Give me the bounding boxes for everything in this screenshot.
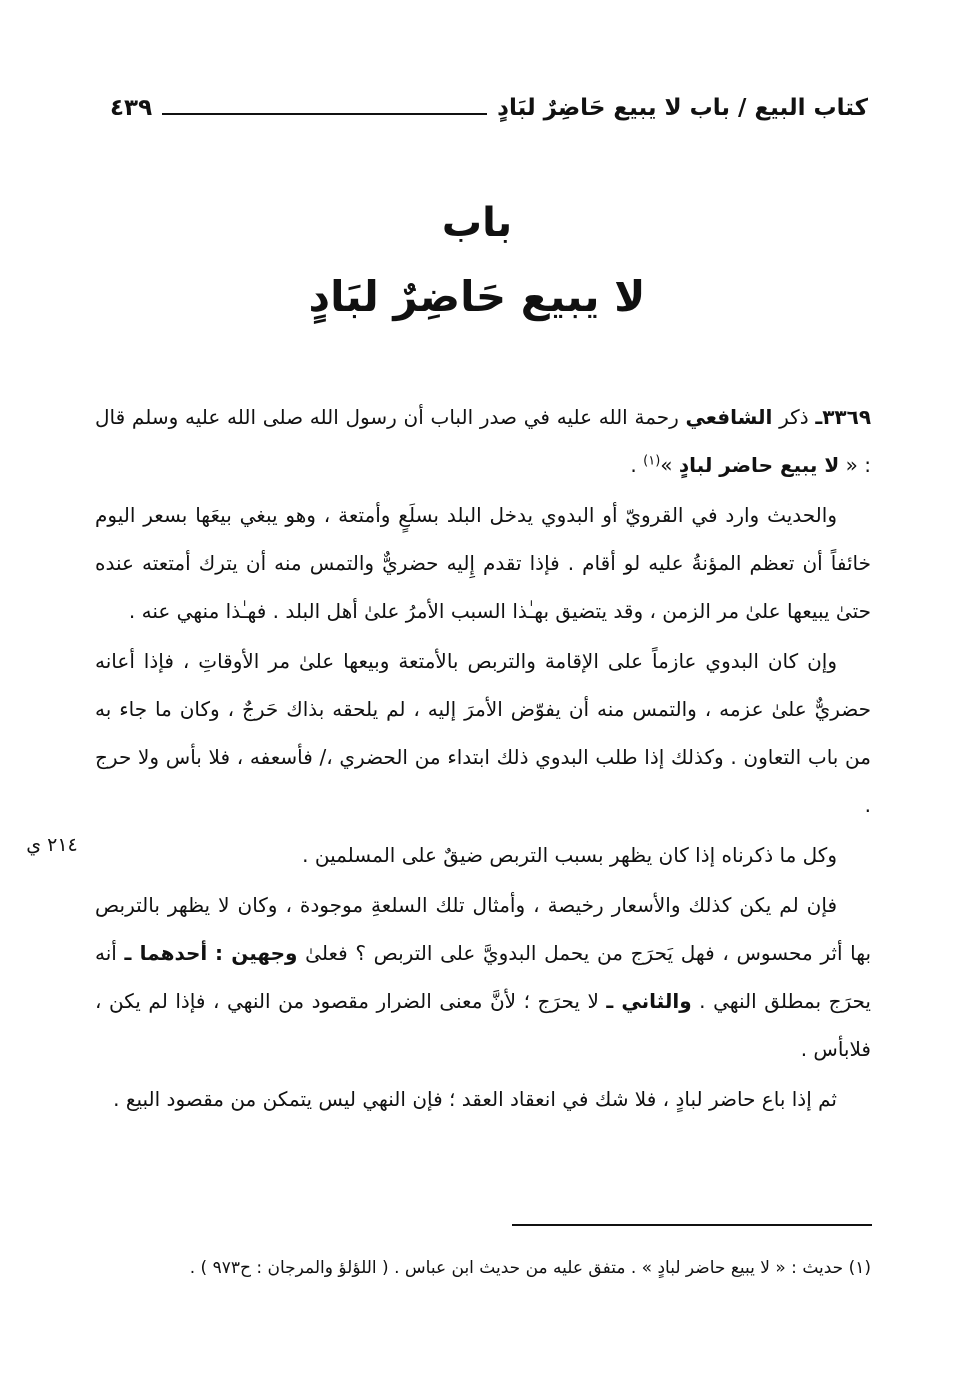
margin-note: ٢١٤ ي (26, 834, 78, 856)
page-number: ٤٣٩ (110, 95, 153, 121)
paragraph-2: والحديث وارد في القرويّ أو البدوي يدخل البلد بسلَعٍ وأمتعة ، وهو يبغي بيعَها بسعر اليوم خائفاً أن تعظم المؤنةُ عليه لو أقام . فإذا تقدم إِليه حضريٌّ والتمس منه أن يترك أمتعته عنده حتىٰ يبيعها علىٰ مر الزمن ، وقد يتضيق بهـٰذا السبب الأمرُ علىٰ أهل البلد . فهـٰذا منهي عنه . (95, 503, 871, 623)
hadith-quote: لا يبيع حاضر لبادٍ (678, 453, 840, 477)
body-text (95, 393, 871, 1125)
second-view-text: لا يحرَج ؛ لأنَّ معنى الضرار مقصود من النهي ، فإذا لم يكن ، فلابأس . (95, 989, 871, 1061)
paragraph-1-text-b: رحمة الله عليه في صدر الباب أن رسول الله صلى الله عليه وسلم قال : « (95, 405, 871, 477)
second-view-label: والثاني ـ (606, 989, 692, 1013)
paragraph-6: ثم إذا باع حاضر لبادٍ ، فلا شك في انعقاد العقد ؛ فإن النهي ليس يتمكن من مقصود البيع . (113, 1087, 837, 1111)
paragraph-3: وإن كان البدوي عازماً على الإقامة والتربص بالأمتعة وبيعها علىٰ مر الأوقاتِ ، فإذا أعانه حضريٌّ علىٰ عزمه ، والتمس منه أن يفوّض الأمرَ إليه ، لم يلحقه بذاك حَرجٌ ، وكان ما جاء به من باب التعاون . وكذلك إذا طلب البدوي ذلك ابتداء من الحضري ،/ فأسعفه ، فلا بأس ولا حرج . (95, 649, 871, 817)
footnote-ref: (١) (643, 453, 661, 469)
paragraph-1-text-a: ذكر (779, 405, 809, 429)
header-title: كتاب البيع / باب لا يبيع حَاضِرٌ لبَادٍ (497, 95, 868, 121)
footnote-text: حديث : « لا يبيع حاضر لبادٍ » . متفق عليه من حديث ابن عباس . ( اللؤلؤ والمرجان : ح٩٧٣ ) . (189, 1258, 844, 1278)
chapter-label: باب (441, 200, 513, 246)
paragraph-1 (95, 393, 871, 489)
paragraph-4: وكل ما ذكرناه إذا كان يظهر بسبب التربص ضيقٌ على المسلمين . (302, 843, 837, 867)
first-view-text: أنه يحرَج بمطلق النهي . (95, 941, 871, 1013)
first-view-label: أحدهما ـ (124, 941, 208, 965)
footnote (95, 1250, 871, 1286)
entry-number: ٣٣٦٩ـ (815, 405, 872, 429)
paragraph-5-text-a: فإن لم يكن كذلك والأسعار رخيصة ، وأمثال تلك السلعةِ موجودة ، وكان لا يظهر بالتربص بها أثر محسوس ، فهل يَحرَج من يحمل البدويَّ على التربص ؟ فعلىٰ (95, 893, 872, 965)
paragraph-5 (95, 881, 871, 1073)
paragraph-1-text-c: » (660, 453, 673, 477)
running-header (110, 88, 868, 128)
chapter-title: لا يبيع حَاضِرٌ لبَادٍ (308, 272, 646, 321)
footnote-number: (١) (848, 1258, 871, 1278)
footnote-rule (512, 1224, 872, 1226)
two-views-label: وجهين : (214, 941, 298, 965)
scholar-name: الشافعي (685, 405, 773, 429)
header-rule (162, 101, 487, 115)
paragraph-1-end: . (630, 453, 644, 477)
